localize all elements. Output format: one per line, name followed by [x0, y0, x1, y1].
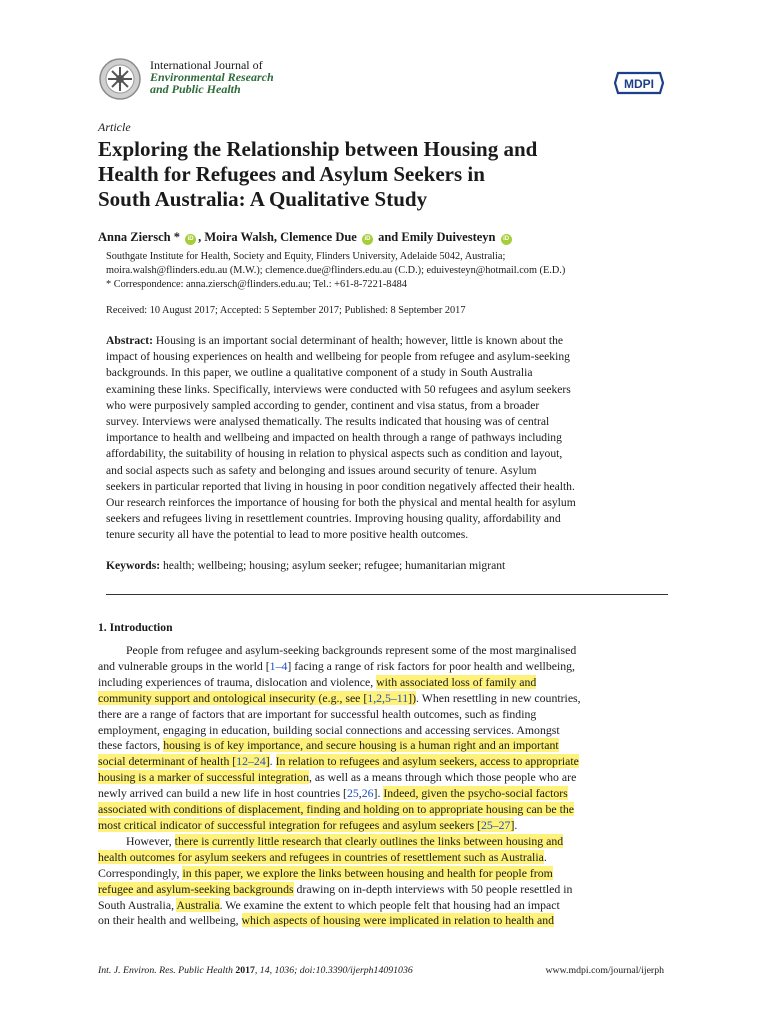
intro-line — [98, 691, 670, 707]
keywords — [106, 559, 670, 572]
text-run: However, — [126, 833, 175, 848]
text-run: , as well as a means through which those people who are — [308, 770, 577, 785]
abstract-line: examining these links. Specifically, interviews were conducted with 50 refugees and asylum seekers — [106, 382, 571, 396]
author-duivesteyn[interactable]: and Emily Duivesteyn — [374, 230, 496, 244]
abstract-line: Our research reinforces the importance of housing for both the physical and mental health for asylum — [106, 496, 576, 510]
text-run: . — [543, 849, 547, 864]
text-run: ]. — [373, 786, 384, 801]
abstract-text: Housing is an important social determinant of health; however, little is known about the — [153, 334, 564, 347]
footer-journal: Int. J. Environ. Res. Public Health — [98, 965, 236, 976]
intro-line — [98, 802, 670, 818]
highlighted-text: refugee and asylum-seeking backgrounds — [98, 881, 294, 896]
intro-line — [98, 786, 670, 802]
intro-line — [98, 754, 670, 770]
text-run: , — [358, 786, 362, 801]
citation-link[interactable]: 12–24 — [236, 754, 266, 769]
mdpi-logo-icon — [612, 70, 666, 96]
text-run: drawing on in-depth interviews with 50 people resettled in — [293, 881, 573, 896]
text-run: ] facing a range of risk factors for poor health and wellbeing, — [287, 658, 575, 673]
journal-logo-icon — [98, 57, 142, 101]
text-run: Correspondingly, — [98, 865, 183, 880]
abstract-line: impact of housing experiences on health and wellbeing for people from refugee and asylum-seeking — [106, 350, 570, 364]
highlighted-text: In relation to refugees and asylum seekers, access to appropriate — [275, 754, 579, 769]
orcid-icon[interactable]: iD — [501, 234, 512, 245]
text-run: these factors, — [98, 738, 164, 753]
abstract-line: who were purposively sampled according to gender, continent and visa status, from a broader — [106, 398, 540, 412]
intro-line — [98, 898, 670, 914]
journal-name-line3: and Public Health — [150, 82, 241, 96]
highlighted-text: in this paper, we explore the links between housing and health for people from — [182, 865, 553, 880]
title-line: Exploring the Relationship between Housing and — [98, 137, 538, 161]
text-run: South Australia, — [98, 897, 177, 912]
citation-footer — [98, 965, 413, 976]
abstract-line: seekers and refugees living in resettlement countries. Improving housing quality, affordability and — [106, 512, 561, 526]
author-list — [98, 230, 658, 245]
publication-dates: Received: 10 August 2017; Accepted: 5 September 2017; Published: 8 September 2017 — [106, 305, 466, 316]
intro-line — [98, 834, 670, 850]
journal-url[interactable]: www.mdpi.com/journal/ijerph — [545, 965, 664, 976]
author-walsh-due[interactable]: , Moira Walsh, Clemence Due — [198, 230, 357, 244]
section-divider — [106, 594, 668, 595]
abstract-line: importance to health and wellbeing and impacted on health through a range of pathways including — [106, 431, 562, 445]
abstract-line: backgrounds. In this paper, we outline a qualitative component of a study in South Australia — [106, 366, 533, 380]
footer-year: 2017 — [235, 965, 255, 976]
orcid-icon[interactable]: iD — [362, 234, 373, 245]
text-run: . — [269, 754, 276, 769]
journal-name-line2: Environmental Research — [150, 70, 274, 84]
abstract-line: tenure security all have the potential to lead to more positive health outcomes. — [106, 528, 469, 542]
journal-name — [150, 59, 410, 95]
highlighted-text: social determinant of health [ — [98, 754, 237, 769]
highlighted-text: housing is of key importance, and secure housing is a human right and an important — [163, 738, 559, 753]
text-run: . — [514, 817, 518, 832]
text-run: . When resettling in new countries, — [416, 690, 581, 705]
keywords-label: Keywords: — [106, 559, 161, 572]
paper-title — [98, 137, 658, 212]
highlighted-text: community support and ontological insecurity (e.g., see [ — [98, 690, 368, 705]
highlighted-text: housing is a marker of successful integration — [98, 770, 309, 785]
abstract-line: and social aspects such as safety and belonging and issues around security of tenure. Asylum — [106, 463, 537, 477]
intro-line — [98, 659, 670, 675]
highlighted-text: Australia — [176, 897, 220, 912]
intro-line — [98, 850, 670, 866]
citation-link[interactable]: 1–4 — [269, 658, 288, 673]
highlighted-text: health outcomes for asylum seekers and refugees in countries of resettlement such as Australia — [98, 849, 544, 864]
affiliation-line: Southgate Institute for Health, Society and Equity, Flinders University, Adelaide 5042, Australia; — [106, 251, 506, 262]
abstract-line: affordability, the suitability of housing in relation to physical aspects such as condition and layout, — [106, 447, 563, 461]
intro-line: employment, engaging in education, building social connections and accessing services. Amongst — [98, 722, 560, 737]
text-run: on their health and wellbeing, — [98, 913, 242, 928]
highlighted-text: ]) — [408, 690, 417, 705]
highlighted-text: associated with conditions of displacement, finding and holding on to appropriate housing can be the — [98, 802, 575, 817]
intro-line — [98, 770, 670, 786]
author-ziersch[interactable]: Anna Ziersch * — [98, 230, 180, 244]
citation-link[interactable]: 25–27 — [480, 817, 511, 832]
highlighted-text: with associated loss of family and — [376, 674, 537, 689]
intro-line — [98, 913, 670, 929]
section-heading: 1. Introduction — [98, 621, 173, 634]
text-run: newly arrived can build a new life in host countries [ — [98, 786, 347, 801]
abstract-line — [106, 333, 670, 349]
footer-doi[interactable]: , 14, 1036; doi:10.3390/ijerph14091036 — [254, 965, 413, 976]
citation-link[interactable]: 25 — [346, 786, 359, 801]
intro-line — [98, 738, 670, 754]
affiliations — [106, 250, 666, 292]
highlighted-text: ] — [510, 817, 515, 832]
highlighted-text: which aspects of housing were implicated in relation to health and — [241, 913, 555, 928]
intro-line — [98, 882, 670, 898]
correspondence-line[interactable]: * Correspondence: anna.ziersch@flinders.edu.au; Tel.: +61-8-7221-8484 — [106, 279, 407, 290]
citation-link[interactable]: 26 — [361, 786, 374, 801]
intro-line — [98, 675, 670, 691]
mdpi-logo-text: MDPI — [624, 77, 654, 91]
highlighted-text: most critical indicator of successful integration for refugees and asylum seekers [ — [98, 817, 481, 832]
orcid-icon[interactable]: iD — [185, 234, 196, 245]
title-line: South Australia: A Qualitative Study — [98, 187, 428, 211]
affiliation-emails[interactable]: moira.walsh@flinders.edu.au (M.W.); clemence.due@flinders.edu.au (C.D.); eduivesteyn@hotmail.com (E.D.) — [106, 265, 566, 276]
highlighted-text: there is currently little research that clearly outlines the links between housing and — [174, 833, 564, 848]
abstract — [106, 333, 670, 544]
intro-line — [98, 866, 670, 882]
article-type: Article — [98, 120, 131, 134]
abstract-line: seekers in particular reported that living in housing in poor condition negatively affected their health. — [106, 479, 575, 493]
text-run: including experiences of trauma, dislocation and violence, — [98, 674, 377, 689]
keywords-text: health; wellbeing; housing; asylum seeker; refugee; humanitarian migrant — [160, 559, 506, 572]
introduction-text — [98, 643, 670, 929]
intro-line: there are a range of factors that are important for successful health outcomes, such as finding — [98, 706, 537, 721]
intro-line — [98, 818, 670, 834]
citation-link[interactable]: 1,2,5–11 — [367, 690, 409, 705]
text-run: . We examine the extent to which people felt that housing had an impact — [219, 897, 560, 912]
abstract-line: survey. Interviews were analysed thematically. The results indicated that housing was of central — [106, 415, 550, 429]
text-run: and vulnerable groups in the world [ — [98, 658, 270, 673]
journal-name-line1: International Journal of — [150, 58, 263, 72]
highlighted-text: Indeed, given the psycho-social factors — [383, 786, 568, 801]
highlighted-text: ] — [265, 754, 270, 769]
title-line: Health for Refugees and Asylum Seekers in — [98, 162, 485, 186]
abstract-label: Abstract: — [106, 334, 154, 347]
intro-line: People from refugee and asylum-seeking backgrounds represent some of the most marginalised — [126, 643, 577, 657]
